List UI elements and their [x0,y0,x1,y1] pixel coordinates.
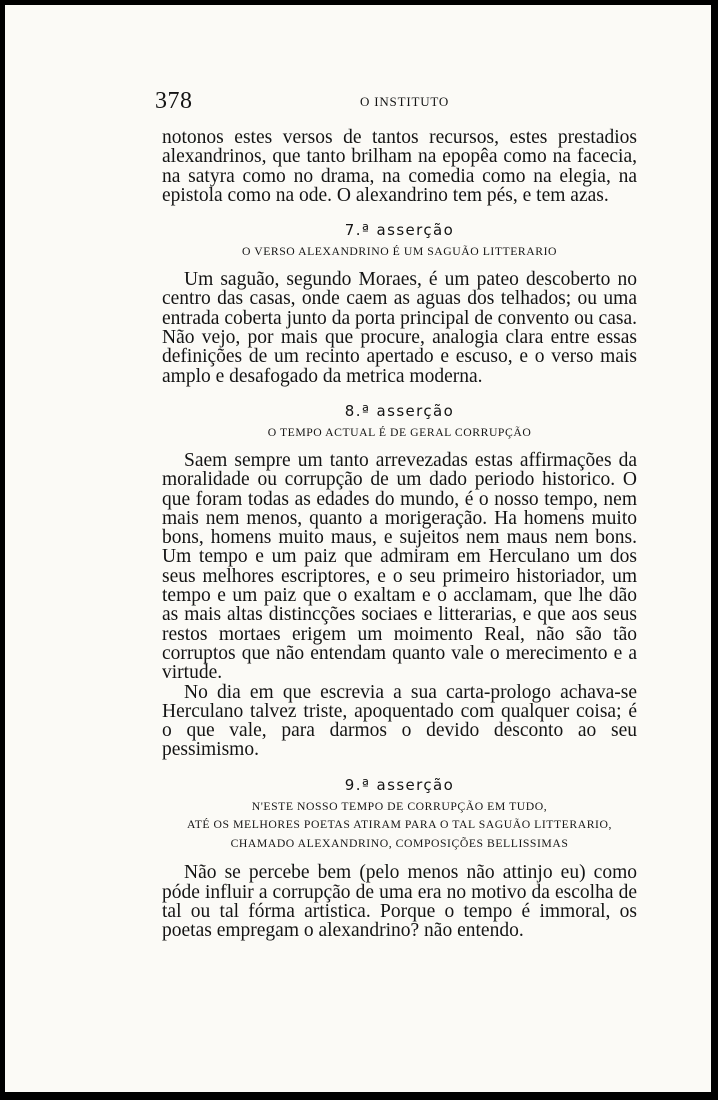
paragraph-forma-artistica: Não se percebe bem (pelo menos não attinjo eu) como póde influir a corrupção de uma era no motivo da escolha de tal ou tal fórma artistica. Porque o tempo é immoral, os poetas empregam o alexandrino? não entendo. [162,862,637,942]
assertion-9-subtitle-line: N'ESTE NOSSO TEMPO DE CORRUPÇÃO EM TUDO, [251,799,548,813]
assertion-9-subtitle-line: CHAMADO ALEXANDRINO, COMPOSIÇÕES BELLISSIMAS [230,836,569,850]
assertion-9-subtitle-line: ATÉ OS MELHORES POETAS ATIRAM PARA O TAL SAGUÃO LITTERARIO, [187,818,612,832]
page-number: 378 [155,88,193,114]
paragraph-corrupcao: Saem sempre um tanto arrevezadas estas affirmações da moralidade ou corrupção de um dado periodo historico. O que foram todas as edades do mundo, é o nosso tempo, nem mais nem menos, quanto a morigeração. Ha homens muito bons, homens muito maus, e sujeitos nem maus nem bons. Um tempo e um paiz que admiram em Herculano um dos seus melhores escriptores, e o seu primeiro historiador, um tempo e um paiz que o exaltam e o acclamam, que lhe dão as mais altas distincções sociaes e litterarias, e que aos seus restos mortaes erigem um moimento Real, não são tão corruptos que não entendam quanto vale o merecimento e a virtude. [162,449,637,684]
assertion-8-heading: 8.ª asserção [344,401,455,420]
paragraph-continuation: notonos estes versos de tantos recursos, estes prestadios alexandrinos, que tanto brilham na epopêa como na facecia, na satyra como no drama, na comedia como na elegia, na epistola como na ode. O alexandrino tem pés, e tem azas. [162,127,637,206]
body-text [162,128,637,940]
assertion-7-subtitle: O VERSO ALEXANDRINO É UM SAGUÃO LITTERARIO [241,245,558,259]
journal-title: O INSTITUTO [360,94,450,109]
assertion-9-subtitle [162,798,637,854]
paragraph-saguao: Um saguão, segundo Moraes, é um pateo descoberto no centro das casas, onde caem as aguas dos telhados; ou uma entrada coberta junto da porta principal de convento ou casa. Não vejo, por mais que procure, analogia clara entre essas definições de um recinto apertado e escuso, e o verso mais amplo e desafogado da metrica moderna. [162,269,637,387]
assertion-8-subtitle: O TEMPO ACTUAL É DE GERAL CORRUPÇÃO [267,425,532,439]
running-head [155,90,637,114]
book-page [5,5,711,1092]
assertion-9-heading: 9.ª asserção [344,775,455,794]
assertion-7-heading: 7.ª asserção [344,221,455,240]
paragraph-herculano: No dia em que escrevia a sua carta-prologo achava-se Herculano talvez triste, apoquentado com qualquer coisa; é o que vale, para darmos o devido desconto ao seu pessimismo. [162,681,637,761]
